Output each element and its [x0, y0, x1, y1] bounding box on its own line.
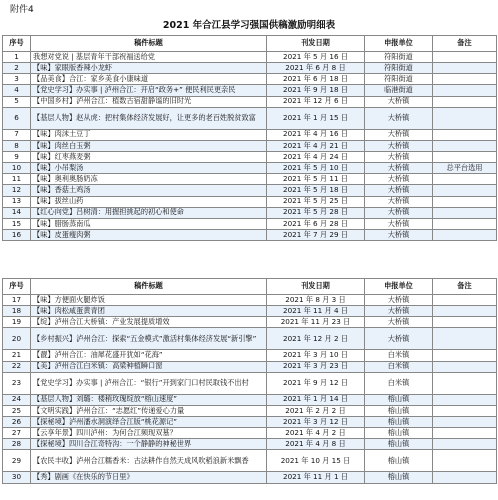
row-title: 【味】肉沫土豆丁 — [31, 129, 267, 140]
row-title: 【乡村振兴】泸州合江：探索“五金模式”激活村集体经济发展“新引擎” — [31, 328, 267, 350]
row-unit: 大桥镇 — [365, 185, 433, 196]
row-title: 我想对党说 | 基层青年干部祝福送给党 — [31, 52, 267, 63]
col-header-title: 稿件标题 — [31, 279, 267, 295]
row-note — [433, 96, 497, 107]
row-unit: 大桥镇 — [365, 207, 433, 218]
row-number: 1 — [3, 52, 31, 63]
row-number: 18 — [3, 306, 31, 317]
row-date: 2021 年 4 月 16 日 — [267, 129, 365, 140]
row-note — [433, 450, 497, 472]
table-header-row — [3, 36, 497, 52]
row-unit: 大桥镇 — [365, 317, 433, 328]
row-unit: 榕山镇 — [365, 405, 433, 416]
row-number: 29 — [3, 450, 31, 472]
row-note — [433, 107, 497, 129]
table-row — [3, 416, 497, 427]
row-note: 总平台选用 — [433, 163, 497, 174]
row-title: 【品美食】合江：家乡美食小康味道 — [31, 74, 267, 85]
row-date: 2021 年 10 月 15 日 — [267, 450, 365, 472]
row-number: 5 — [3, 96, 31, 107]
row-date: 2021 年 11 月 23 日 — [267, 317, 365, 328]
row-date: 2021 年 12 月 2 日 — [267, 328, 365, 350]
row-date: 2021 年 6 月 8 日 — [267, 63, 365, 74]
row-date: 2021 年 12 月 6 日 — [267, 96, 365, 107]
row-date: 2021 年 5 月 18 日 — [267, 185, 365, 196]
row-note — [433, 317, 497, 328]
row-unit: 大桥镇 — [365, 151, 433, 162]
row-date: 2021 年 6 月 18 日 — [267, 74, 365, 85]
table-row — [3, 229, 497, 240]
row-number: 4 — [3, 85, 31, 96]
row-unit: 白米镇 — [365, 372, 433, 394]
col-header-no: 序号 — [3, 36, 31, 52]
row-title: 【靓】泸州合江：油犀花盛开犹如“花海” — [31, 350, 267, 361]
row-unit: 大桥镇 — [365, 328, 433, 350]
row-title: 【基层人物】刘璐：楼稍玫瑰绽放“榕山速度” — [31, 394, 267, 405]
table-row — [3, 207, 497, 218]
row-note — [433, 394, 497, 405]
data-table-part2 — [2, 278, 497, 484]
table-row — [3, 439, 497, 450]
row-number: 23 — [3, 372, 31, 394]
table-row — [3, 151, 497, 162]
document-title: 2021 年合江县学习强国供稿激励明细表 — [162, 20, 336, 31]
row-title: 【味】肉松咸蛋黄青团 — [31, 306, 267, 317]
row-number: 6 — [3, 107, 31, 129]
row-unit: 符阳街道 — [365, 74, 433, 85]
row-unit: 白米镇 — [365, 350, 433, 361]
row-note — [433, 129, 497, 140]
row-title: 【秀】剧画《在快乐的节日里》 — [31, 472, 267, 483]
row-unit: 符阳街道 — [365, 63, 433, 74]
row-note — [433, 85, 497, 96]
row-note — [433, 405, 497, 416]
row-title: 【味】肉丝白玉粥 — [31, 140, 267, 151]
row-date: 2021 年 3 月 12 日 — [267, 416, 365, 427]
table-row — [3, 163, 497, 174]
row-date: 2021 年 6 月 28 日 — [267, 218, 365, 229]
table-row — [3, 295, 497, 306]
row-unit: 大桥镇 — [365, 229, 433, 240]
row-unit: 大桥镇 — [365, 163, 433, 174]
row-note — [433, 350, 497, 361]
row-unit: 大桥镇 — [365, 140, 433, 151]
row-title: 【党史学习】办实事 | 泸州合江：“银行”开到家门口村民取钱不出村 — [31, 372, 267, 394]
row-note — [433, 207, 497, 218]
row-note — [433, 229, 497, 240]
row-number: 12 — [3, 185, 31, 196]
attachment-label: 附件4 — [10, 5, 34, 15]
row-note — [433, 174, 497, 185]
col-header-unit: 申报单位 — [365, 36, 433, 52]
row-unit: 临港街道 — [365, 85, 433, 96]
row-date: 2021 年 5 月 25 日 — [267, 196, 365, 207]
row-number: 26 — [3, 416, 31, 427]
row-title: 【党史学习】办实事 | 泸州合江：开启“政务+” 便民利民更亲民 — [31, 85, 267, 96]
row-note — [433, 295, 497, 306]
col-header-unit: 申报单位 — [365, 279, 433, 295]
table-row — [3, 328, 497, 350]
row-date: 2021 年 3 月 23 日 — [267, 361, 365, 372]
row-title: 【味】小吊梨汤 — [31, 163, 267, 174]
row-unit: 榕山镇 — [365, 428, 433, 439]
row-title: 【味】皮蛋瘦肉粥 — [31, 229, 267, 240]
col-header-note: 备注 — [433, 279, 497, 295]
row-date: 2021 年 4 月 21 日 — [267, 140, 365, 151]
table-row — [3, 450, 497, 472]
row-date: 2021 年 5 月 11 日 — [267, 174, 365, 185]
row-number: 3 — [3, 74, 31, 85]
row-date: 2021 年 7 月 29 日 — [267, 229, 365, 240]
row-number: 15 — [3, 218, 31, 229]
row-number: 19 — [3, 317, 31, 328]
row-title: 【农民丰收】泸州合江糯香米：古法耕作自然天成风吹稻浪新米飘香 — [31, 450, 267, 472]
row-date: 2021 年 1 月 14 日 — [267, 394, 365, 405]
row-date: 2021 年 5 月 10 日 — [267, 163, 365, 174]
table-row — [3, 140, 497, 151]
row-date: 2021 年 5 月 28 日 — [267, 207, 365, 218]
row-unit: 榕山镇 — [365, 439, 433, 450]
row-note — [433, 140, 497, 151]
row-date: 2021 年 8 月 3 日 — [267, 295, 365, 306]
row-title: 【基层人物】赵从虎：把村集体经济发展好，让更多的老百姓脱贫致富 — [31, 107, 267, 129]
row-number: 14 — [3, 207, 31, 218]
row-date: 2021 年 9 月 18 日 — [267, 85, 365, 96]
row-note — [433, 306, 497, 317]
row-number: 25 — [3, 405, 31, 416]
row-unit: 大桥镇 — [365, 107, 433, 129]
table-row — [3, 107, 497, 129]
row-number: 7 — [3, 129, 31, 140]
table-row — [3, 185, 497, 196]
table-row — [3, 63, 497, 74]
row-note — [433, 328, 497, 350]
row-number: 8 — [3, 140, 31, 151]
table-row — [3, 85, 497, 96]
table-row — [3, 196, 497, 207]
row-note — [433, 416, 497, 427]
col-header-no: 序号 — [3, 279, 31, 295]
row-note — [433, 372, 497, 394]
row-date: 2021 年 3 月 10 日 — [267, 350, 365, 361]
row-number: 20 — [3, 328, 31, 350]
table-row — [3, 317, 497, 328]
col-header-date: 刊发日期 — [267, 36, 365, 52]
row-title: 【文明实践】泸州合江：“志愿红”传递爱心力量 — [31, 405, 267, 416]
row-title: 【中国乡村】泸州合江：植数古宿甜静谧的旧时光 — [31, 96, 267, 107]
row-note — [433, 218, 497, 229]
row-note — [433, 428, 497, 439]
table-row — [3, 361, 497, 372]
row-number: 22 — [3, 361, 31, 372]
table-row — [3, 372, 497, 394]
table-row — [3, 52, 497, 63]
row-note — [433, 439, 497, 450]
row-title: 【探秘境】四川合江奇特沟：一个静静的神秘世界 — [31, 439, 267, 450]
table-row — [3, 96, 497, 107]
row-number: 10 — [3, 163, 31, 174]
row-number: 11 — [3, 174, 31, 185]
row-unit: 大桥镇 — [365, 129, 433, 140]
table-row — [3, 174, 497, 185]
row-unit: 白米镇 — [365, 361, 433, 372]
row-title: 【味】方便面火腿炸饭 — [31, 295, 267, 306]
table-header-row — [3, 279, 497, 295]
row-date: 2021 年 11 月 1 日 — [267, 472, 365, 483]
row-number: 28 — [3, 439, 31, 450]
row-unit: 大桥镇 — [365, 295, 433, 306]
row-number: 24 — [3, 394, 31, 405]
row-note — [433, 185, 497, 196]
row-unit: 榕山镇 — [365, 472, 433, 483]
row-date: 2021 年 9 月 12 日 — [267, 372, 365, 394]
row-note — [433, 196, 497, 207]
row-date: 2021 年 5 月 16 日 — [267, 52, 365, 63]
col-header-date: 刊发日期 — [267, 279, 365, 295]
row-unit: 大桥镇 — [365, 218, 433, 229]
row-note — [433, 472, 497, 483]
table-row — [3, 350, 497, 361]
row-note — [433, 151, 497, 162]
table-row — [3, 306, 497, 317]
row-unit: 大桥镇 — [365, 174, 433, 185]
table-row — [3, 394, 497, 405]
row-number: 9 — [3, 151, 31, 162]
row-date: 2021 年 11 月 4 日 — [267, 306, 365, 317]
row-date: 2021 年 2 月 2 日 — [267, 405, 365, 416]
row-unit: 大桥镇 — [365, 306, 433, 317]
row-date: 2021 年 4 月 24 日 — [267, 151, 365, 162]
row-note — [433, 361, 497, 372]
row-title: 【探秘境】泸州潘水洞演绎合江版“桃花源记” — [31, 416, 267, 427]
data-table-part1 — [2, 35, 497, 241]
row-note — [433, 63, 497, 74]
row-number: 27 — [3, 428, 31, 439]
row-number: 30 — [3, 472, 31, 483]
row-number: 21 — [3, 350, 31, 361]
row-date: 2021 年 4 月 8 日 — [267, 439, 365, 450]
table-row — [3, 129, 497, 140]
col-header-title: 稿件标题 — [31, 36, 267, 52]
row-unit: 榕山镇 — [365, 450, 433, 472]
row-date: 2021 年 4 月 2 日 — [267, 428, 365, 439]
row-title: 【味】香菇土鸡汤 — [31, 185, 267, 196]
row-number: 17 — [3, 295, 31, 306]
row-date: 2021 年 1 月 15 日 — [267, 107, 365, 129]
row-unit: 榕山镇 — [365, 394, 433, 405]
row-number: 2 — [3, 63, 31, 74]
row-title: 【美】泸州合江白米镇：高梁种植瞬口窗 — [31, 361, 267, 372]
row-title: 【味】红枣燕麦粥 — [31, 151, 267, 162]
row-title: 【味】拔丝山药 — [31, 196, 267, 207]
row-title: 【红心向党】吕树清：用握担挑起的初心和使命 — [31, 207, 267, 218]
col-header-note: 备注 — [433, 36, 497, 52]
row-unit: 大桥镇 — [365, 96, 433, 107]
table-row — [3, 428, 497, 439]
table-row — [3, 472, 497, 483]
row-title: 【味】奥利奥肠奶冻 — [31, 174, 267, 185]
table-row — [3, 218, 497, 229]
row-title: 【味】家眼版香辣小龙虾 — [31, 63, 267, 74]
table-row — [3, 74, 497, 85]
row-title: 【云享年景】四川泸州：为何合江频现双墓？ — [31, 428, 267, 439]
row-unit: 符阳街道 — [365, 52, 433, 63]
row-title: 【绽】泸州合江大桥镇：产业发展提质增效 — [31, 317, 267, 328]
row-number: 13 — [3, 196, 31, 207]
row-number: 16 — [3, 229, 31, 240]
row-note — [433, 74, 497, 85]
table-row — [3, 405, 497, 416]
row-unit: 大桥镇 — [365, 196, 433, 207]
row-unit: 榕山镇 — [365, 416, 433, 427]
row-title: 【味】腊肠蒸南瓜 — [31, 218, 267, 229]
row-note — [433, 52, 497, 63]
